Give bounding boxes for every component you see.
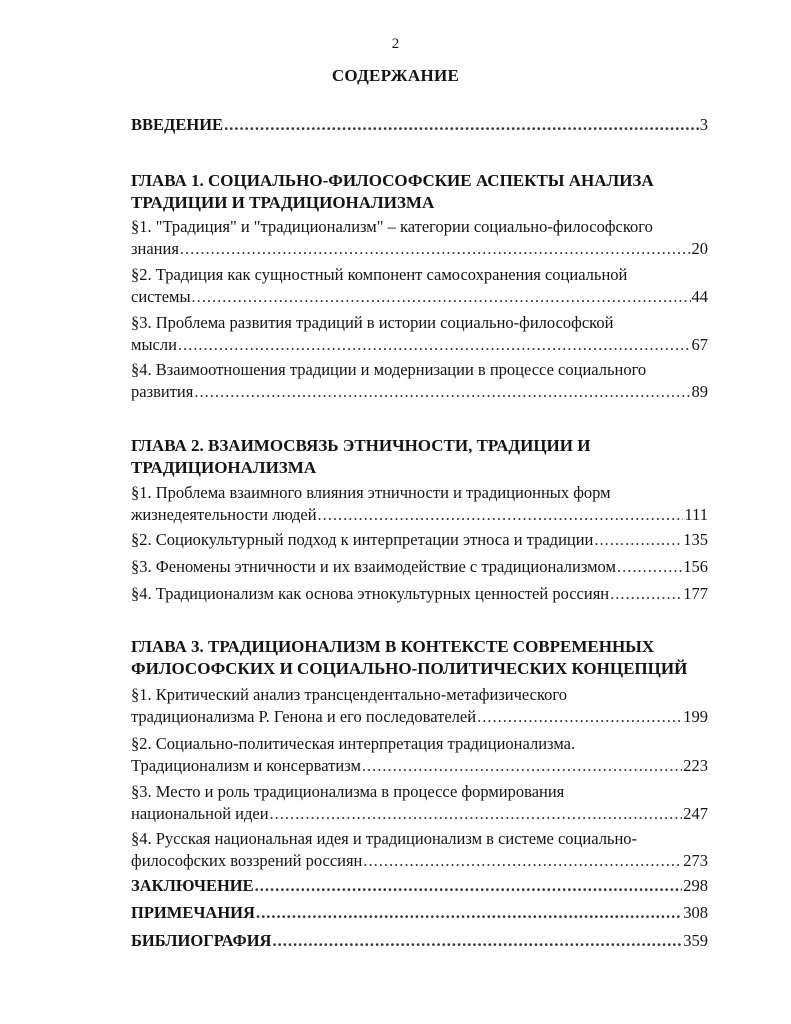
toc-entry-ch3-s3[interactable] xyxy=(131,781,708,825)
toc-entry-ch2-s1[interactable] xyxy=(131,482,708,526)
chapter-title-line: ФИЛОСОФСКИХ И СОЦИАЛЬНО-ПОЛИТИЧЕСКИХ КОНЦЕПЦИЙ xyxy=(131,659,688,678)
dot-leader xyxy=(318,504,684,526)
entry-page: 20 xyxy=(691,239,708,258)
entry-page: 111 xyxy=(684,505,708,524)
chapter-title-line: ГЛАВА 3. ТРАДИЦИОНАЛИЗМ В КОНТЕКСТЕ СОВРЕМЕННЫХ xyxy=(131,637,655,656)
dot-leader xyxy=(255,875,683,897)
dot-leader xyxy=(617,556,682,578)
entry-page: 308 xyxy=(683,903,708,922)
toc-entry-ch3-s4[interactable] xyxy=(131,828,708,872)
entry-page: 44 xyxy=(691,287,708,306)
entry-text: §1. Критический анализ трансцендентально-метафизического xyxy=(131,685,568,704)
entry-text: §4. Традиционализм как основа этнокультурных ценностей россиян xyxy=(131,584,610,603)
entry-text: §1. Проблема взаимного влияния этничности и традиционных форм xyxy=(131,483,611,502)
toc-entry-ch1-s1[interactable] xyxy=(131,216,708,260)
entry-text: §3. Место и роль традиционализма в процессе формирования xyxy=(131,782,565,801)
chapter-3-heading xyxy=(131,636,721,680)
dot-leader xyxy=(178,334,691,356)
toc-entry-ch3-s2[interactable] xyxy=(131,733,708,777)
entry-page: 67 xyxy=(691,335,708,354)
dot-leader xyxy=(192,286,691,308)
entry-page: 298 xyxy=(683,876,708,895)
entry-label: ЗАКЛЮЧЕНИЕ xyxy=(131,876,254,895)
entry-page: 359 xyxy=(683,931,708,950)
chapter-title-line: ГЛАВА 1. СОЦИАЛЬНО-ФИЛОСОФСКИЕ АСПЕКТЫ АНАЛИЗА xyxy=(131,171,654,190)
entry-page: 89 xyxy=(691,382,708,401)
entry-text-cont: Традиционализм и консерватизм xyxy=(131,756,361,775)
entry-text-cont: системы xyxy=(131,287,191,306)
chapter-title-line: ТРАДИЦИОНАЛИЗМА xyxy=(131,458,317,477)
entry-text: §2. Социально-политическая интерпретация традиционализма. xyxy=(131,734,576,753)
entry-text: §3. Проблема развития традиций в истории социально-философской xyxy=(131,313,614,332)
dot-leader xyxy=(362,755,682,777)
chapter-title-line: ГЛАВА 2. ВЗАИМОСВЯЗЬ ЭТНИЧНОСТИ, ТРАДИЦИИ И xyxy=(131,436,591,455)
dot-leader xyxy=(224,114,699,136)
chapter-2-heading xyxy=(131,435,721,479)
entry-page: 156 xyxy=(683,557,708,576)
entry-label: ПРИМЕЧАНИЯ xyxy=(131,903,255,922)
page-number: 2 xyxy=(391,36,400,52)
entry-text-cont: традиционализма Р. Генона и его последователей xyxy=(131,707,477,726)
entry-label: ВВЕДЕНИЕ xyxy=(131,115,224,134)
dot-leader xyxy=(272,930,682,952)
page-title: СОДЕРЖАНИЕ xyxy=(331,66,460,85)
entry-text: §2. Традиция как сущностный компонент самосохранения социальной xyxy=(131,265,628,284)
chapter-title-line: ТРАДИЦИИ И ТРАДИЦИОНАЛИЗМА xyxy=(131,193,435,212)
entry-text: §3. Феномены этничности и их взаимодействие с традиционализмом xyxy=(131,557,616,576)
toc-entry-introduction[interactable] xyxy=(131,114,708,136)
entry-page: 177 xyxy=(683,584,708,603)
dot-leader xyxy=(477,706,682,728)
toc-entry-ch2-s2[interactable] xyxy=(131,529,708,551)
toc-entry-ch1-s4[interactable] xyxy=(131,359,708,403)
toc-entry-ch1-s2[interactable] xyxy=(131,264,708,308)
dot-leader xyxy=(256,902,682,924)
entry-text-cont: развития xyxy=(131,382,194,401)
toc-entry-ch1-s3[interactable] xyxy=(131,312,708,356)
entry-page: 273 xyxy=(683,851,708,870)
chapter-1-heading xyxy=(131,170,721,214)
entry-page: 199 xyxy=(683,707,708,726)
toc-entry-ch3-s1[interactable] xyxy=(131,684,708,728)
dot-leader xyxy=(363,850,682,872)
entry-text-cont: философских воззрений россиян xyxy=(131,851,363,870)
entry-text-cont: национальной идеи xyxy=(131,804,269,823)
entry-text-cont: жизнедеятельности людей xyxy=(131,505,317,524)
entry-page: 135 xyxy=(683,530,708,549)
toc-entry-conclusion[interactable] xyxy=(131,875,708,897)
toc-entry-ch2-s3[interactable] xyxy=(131,556,708,578)
dot-leader xyxy=(270,803,683,825)
entry-page: 247 xyxy=(683,804,708,823)
dot-leader xyxy=(180,238,691,260)
entry-text-cont: мысли xyxy=(131,335,177,354)
entry-text: §4. Русская национальная идея и традиционализм в системе социально- xyxy=(131,829,638,848)
entry-text: §4. Взаимоотношения традиции и модернизации в процессе социального xyxy=(131,360,647,379)
dot-leader xyxy=(594,529,682,551)
dot-leader xyxy=(610,583,682,605)
entry-text-cont: знания xyxy=(131,239,179,258)
toc-entry-bibliography[interactable] xyxy=(131,930,708,952)
entry-page: 223 xyxy=(683,756,708,775)
entry-text: §2. Социокультурный подход к интерпретации этноса и традиции xyxy=(131,530,594,549)
entry-label: БИБЛИОГРАФИЯ xyxy=(131,931,272,950)
entry-page: 3 xyxy=(699,115,708,134)
dot-leader xyxy=(194,381,690,403)
toc-entry-ch2-s4[interactable] xyxy=(131,583,708,605)
entry-text: §1. "Традиция" и "традиционализм" – категории социально-философского xyxy=(131,217,653,236)
toc-entry-notes[interactable] xyxy=(131,902,708,924)
